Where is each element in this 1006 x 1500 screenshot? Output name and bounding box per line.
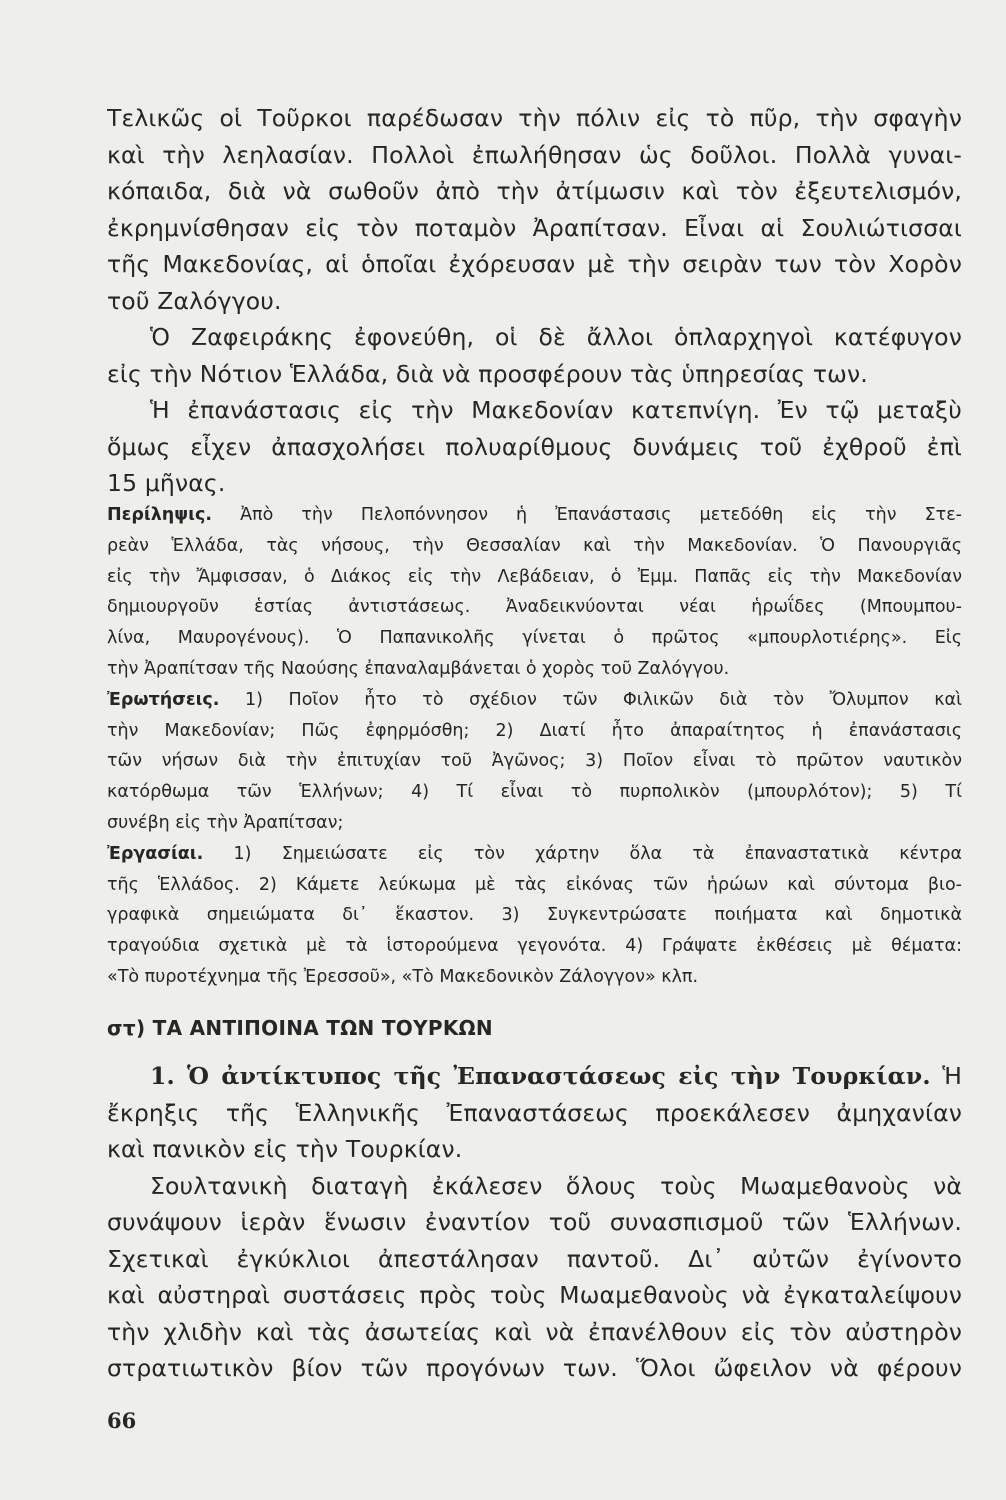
text-line: κατόρθωμα τῶν Ἑλλήνων; 4) Τί εἶναι τὸ πυρπολικὸν (μπουρλότον); 5) Τί	[107, 782, 962, 803]
text-line	[107, 839, 962, 870]
section-title: στ) ΤΑ ΑΝΤΙΠΟΙΝΑ ΤΩΝ ΤΟΥΡΚΩΝ	[107, 1016, 493, 1040]
questions-block	[107, 685, 962, 839]
text-line: καὶ αὐστηραὶ συστάσεις πρὸς τοὺς Μωαμεθανοὺς νὰ ἐγκαταλείψουν	[107, 1281, 962, 1309]
text-line: καὶ τὴν λεηλασίαν. Πολλοὶ ἐπωλήθησαν ὡς δοῦλοι. Πολλὰ γυναι-	[107, 140, 962, 169]
text-line: τῆς Μακεδονίας, αἱ ὁποῖαι ἐχόρευσαν μὲ τὴν σειρὰν των τὸν Χορὸν	[107, 250, 962, 278]
paragraph	[107, 100, 962, 319]
assignments-label: Ἐργασίαι.	[107, 843, 204, 864]
questions-label: Ἐρωτήσεις.	[107, 689, 220, 710]
text-line: Τελικῶς οἱ Τοῦρκοι παρέδωσαν τὴν πόλιν εἰς τὸ πῦρ, τὴν σφαγὴν	[107, 104, 962, 132]
assignments-text: 1) Σημειώσατε εἰς τὸν χάρτην ὅλα τὰ ἐπαναστατικὰ κέντρα	[233, 843, 962, 864]
summary-text: Ἀπὸ τὴν Πελοπόννησον ἡ Ἐπανάστασις μετεδόθη εἰς τὴν Στε-	[240, 505, 962, 525]
text-line: συνέβη εἰς τὴν Ἀραπίτσαν;	[107, 812, 344, 833]
paragraph	[107, 1168, 962, 1387]
body-bottom	[107, 1058, 962, 1387]
summary-label: Περίληψις.	[107, 505, 212, 525]
text-line: ρεὰν Ἑλλάδα, τὰς νήσους, τὴν Θεσσαλίαν καὶ τὴν Μακεδονίαν. Ὁ Πανουργιᾶς	[107, 535, 962, 556]
text-line: τὴν Μακεδονίαν; Πῶς ἐφηρμόσθη; 2) Διατί ἦτο ἀπαραίτητος ἡ ἐπανάστασις	[107, 720, 962, 741]
page-number: 66	[107, 1408, 137, 1433]
summary-block	[107, 500, 962, 685]
text-line: λίνα, Μαυρογένους). Ὁ Παπανικολῆς γίνεται ὁ πρῶτος «μπουρλοτιέρης». Εἰς	[107, 628, 962, 649]
text-line: εἰς τὴν Ἄμφισσαν, ὁ Διάκος εἰς τὴν Λεβάδειαν, ὁ Ἐμμ. Παπᾶς εἰς τὴν Μακεδονίαν	[107, 566, 962, 587]
text-line: συνάψουν ἱερὰν ἕνωσιν ἐναντίον τοῦ συνασπισμοῦ τῶν Ἑλλήνων.	[107, 1208, 962, 1236]
paragraph	[107, 319, 962, 392]
text-line: στρατιωτικὸν βίον τῶν προγόνων των. Ὅλοι ὤφειλον νὰ φέρουν	[107, 1354, 962, 1382]
subsection-text: Ἡ	[942, 1062, 962, 1090]
text-line	[107, 500, 962, 531]
text-line: δημιουργοῦν ἑστίας ἀντιστάσεως. Ἀναδεικνύονται νέαι ἡρωΐδες (Μπουμπου-	[107, 597, 962, 618]
text-line: τῶν νήσων διὰ τὴν ἐπιτυχίαν τοῦ Ἀγῶνος; 3) Ποῖον εἶναι τὸ πρῶτον ναυτικὸν	[107, 751, 962, 772]
text-line: κόπαιδα, διὰ νὰ σωθοῦν ἀπὸ τὴν ἀτίμωσιν καὶ τὸν ἐξευτελισμόν,	[107, 177, 962, 205]
study-notes	[107, 500, 962, 993]
text-line: Ὁ Ζαφειράκης ἐφονεύθη, οἱ δὲ ἄλλοι ὁπλαρχηγοὶ κατέφυγον	[150, 323, 962, 351]
text-line: τραγούδια σχετικὰ μὲ τὰ ἱστορούμενα γεγονότα. 4) Γράψατε ἐκθέσεις μὲ θέματα:	[107, 936, 962, 957]
text-line: γραφικὰ σημειώματα δι᾿ ἕκαστον. 3) Συγκεντρώσατε ποιήματα καὶ δημοτικὰ	[107, 905, 962, 926]
text-line: τὴν Ἀραπίτσαν τῆς Ναούσης ἐπαναλαμβάνεται ὁ χορὸς τοῦ Ζαλόγγου.	[107, 658, 730, 679]
text-line: «Τὸ πυροτέχνημα τῆς Ἐρεσσοῦ», «Τὸ Μακεδονικὸν Ζάλογγον» κλπ.	[107, 966, 699, 987]
text-line	[107, 685, 962, 716]
subsection-heading: 1. Ὁ ἀντίκτυπος τῆς Ἐπαναστάσεως εἰς τὴν Τουρκίαν.	[150, 1062, 931, 1090]
text-line	[107, 1058, 962, 1095]
text-line: Σχετικαὶ ἐγκύκλιοι ἀπεστάλησαν παντοῦ. Δι᾿ αὐτῶν ἐγίνοντο	[107, 1244, 962, 1273]
questions-text: 1) Ποῖον ἦτο τὸ σχέδιον τῶν Φιλικῶν διὰ τὸν Ὄλυμπον καὶ	[245, 689, 962, 710]
text-line: ὅμως εἶχεν ἀπασχολήσει πολυαρίθμους δυνάμεις τοῦ ἐχθροῦ ἐπὶ	[107, 432, 962, 461]
text-line: Σουλτανικὴ διαταγὴ ἐκάλεσεν ὅλους τοὺς Μωαμεθανοὺς νὰ	[150, 1171, 962, 1200]
text-line: τοῦ Ζαλόγγου.	[107, 286, 282, 315]
text-line: καὶ πανικὸν εἰς τὴν Τουρκίαν.	[107, 1135, 463, 1163]
text-line: ἐκρημνίσθησαν εἰς τὸν ποταμὸν Ἀραπίτσαν. Εἶναι αἱ Σουλιώτισσαι	[107, 213, 962, 242]
text-line: τὴν χλιδὴν καὶ τὰς ἀσωτείας καὶ νὰ ἐπανέλθουν εἰς τὸν αὐστηρὸν	[107, 1317, 962, 1346]
text-line: 15 μῆνας.	[107, 469, 226, 497]
text-line: Ἡ ἐπανάστασις εἰς τὴν Μακεδονίαν κατεπνίγη. Ἐν τῷ μεταξὺ	[150, 396, 962, 424]
assignments-block	[107, 839, 962, 993]
subsection	[107, 1058, 962, 1168]
body-top	[107, 100, 962, 502]
paragraph	[107, 392, 962, 502]
text-line: ἔκρηξις τῆς Ἑλληνικῆς Ἐπαναστάσεως προεκάλεσεν ἀμηχανίαν	[107, 1098, 962, 1127]
text-line: τῆς Ἑλλάδος. 2) Κάμετε λεύκωμα μὲ τὰς εἰκόνας τῶν ἡρώων καὶ σύντομα βιο-	[107, 874, 962, 895]
text-line: εἰς τὴν Νότιον Ἑλλάδα, διὰ νὰ προσφέρουν τὰς ὑπηρεσίας των.	[107, 359, 868, 388]
